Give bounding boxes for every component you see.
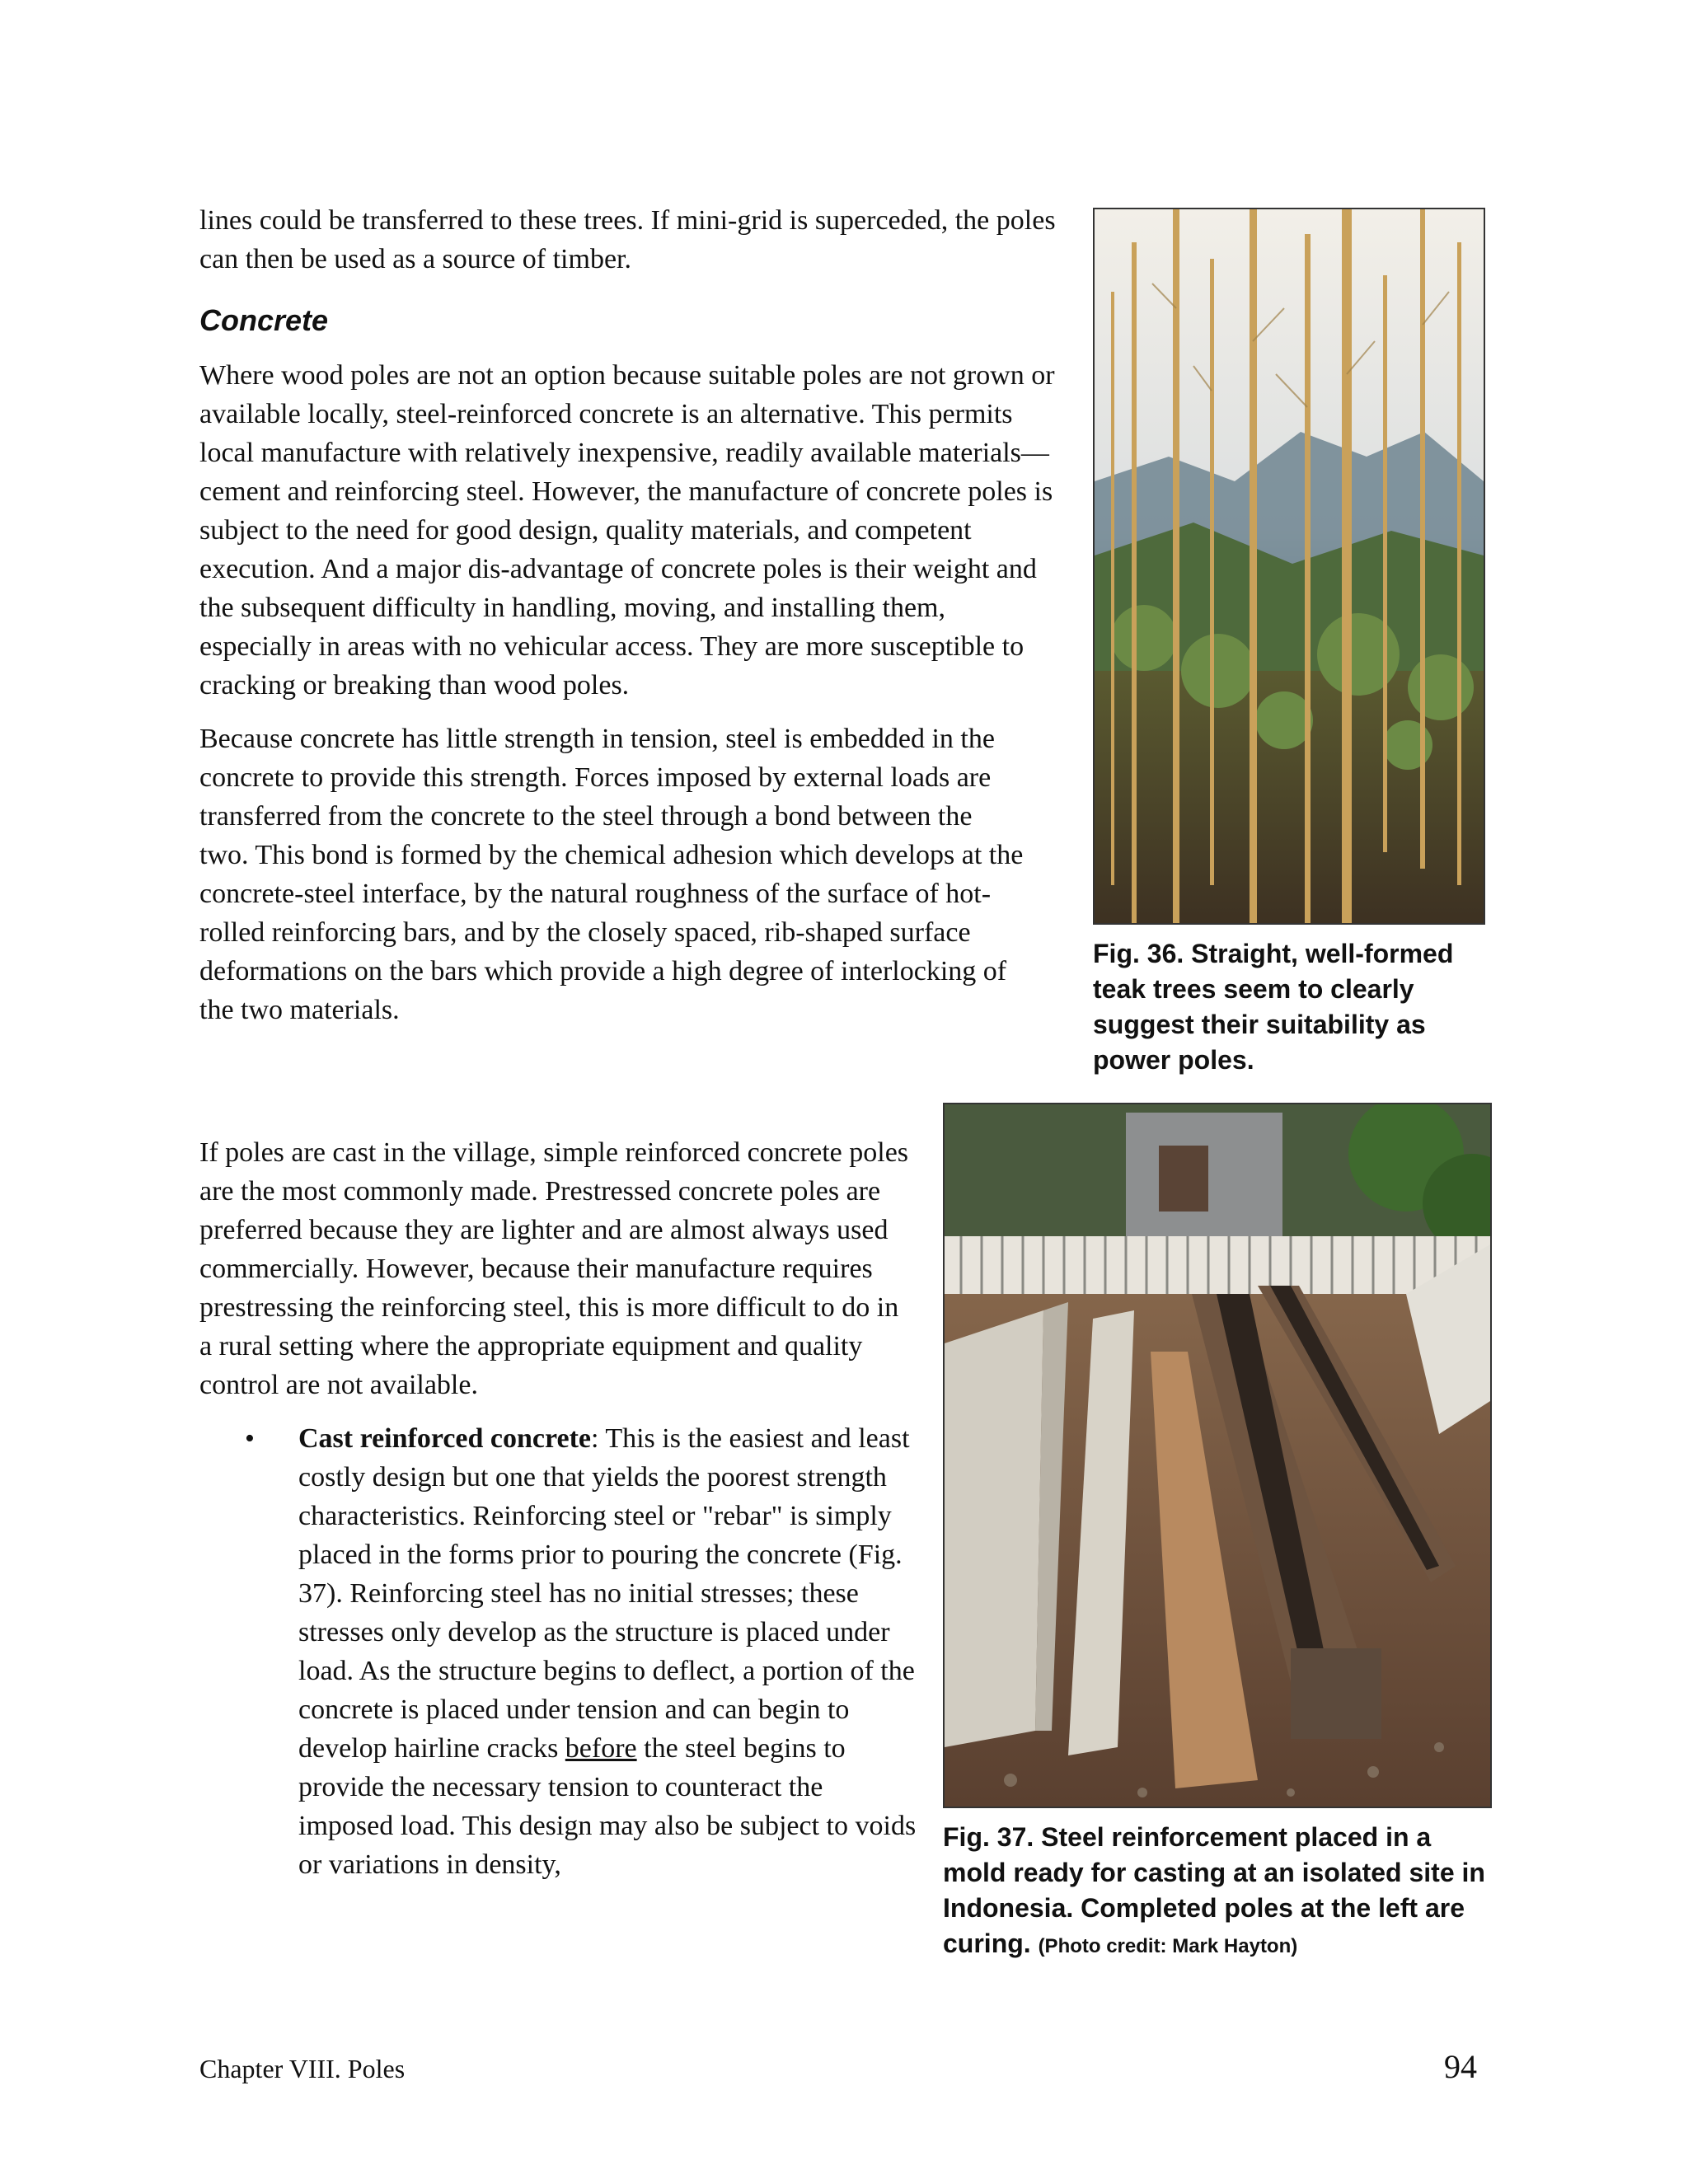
- bullet-term: Cast reinforced concrete: [298, 1423, 591, 1454]
- paragraph-tension-steel: Because concrete has little strength in tension, steel is embedded in the concrete to provide this strength. Forces imposed by external loads are transferred from the concrete to the steel through a bond between the two. This bond is formed by the chemical adhesion which develops at the concrete-steel interface, by the natural roughness of the surface of hot-rolled reinforcing bars, and by the closely spaced, rib-shaped surface deformations on the bars which provide a high degree of interlocking of the two materials.: [199, 724, 1024, 1025]
- paragraph-intro: lines could be transferred to these trees. If mini-grid is superceded, the poles can then be used as a source of timber.: [199, 205, 1056, 274]
- bottom-text-column: [199, 1133, 917, 1899]
- fig37-photo-credit: (Photo credit: Mark Hayton): [1038, 1935, 1298, 1957]
- bullet-cast-reinforced-concrete: [199, 1419, 917, 1884]
- concrete-molds-photo: [943, 1103, 1492, 1808]
- bullet-underlined-word: before: [565, 1733, 637, 1764]
- teak-trees-illustration: [1095, 209, 1484, 923]
- section-heading-concrete: Concrete: [199, 303, 329, 337]
- teak-trees-photo: [1093, 208, 1485, 925]
- paragraph-concrete-alternative: Where wood poles are not an option because suitable poles are not grown or available locally, steel-reinforced concrete is an alternative. This permits local manufacture with relatively inexpensive, readily available materials—cement and reinforcing steel. However, the manufacture of concrete poles is subject to the need for good design, quality materials, and competent execution. And a major dis-advantage of concrete poles is their weight and the subsequent difficulty in handling, moving, and installing them, especially in areas with no vehicular access. They are more susceptible to cracking or breaking than wood poles.: [199, 360, 1055, 701]
- bullet-text-b: the steel begins to provide the necessary tension to counteract the imposed load. This design may also be subject to voids or variations in density,: [298, 1733, 917, 1880]
- bullet-text-a: : This is the easiest and least costly design but one that yields the poorest strength characteristics. Reinforcing steel or "rebar" is simply placed in the forms prior to pouring the concrete (Fig. 37). Reinforcing steel has no initial stresses; these stresses only develop as the structure is placed under load. As the structure begins to deflect, a portion of the concrete is placed under tension and can begin to develop hairline cracks: [298, 1423, 915, 1764]
- page-number: 94: [1444, 2048, 1477, 2085]
- paragraph-village-casting: If poles are cast in the village, simple reinforced concrete poles are the most commonly made. Prestressed concrete poles are preferred because they are lighter and are almost always used commercially. However, because their manufacture requires prestressing the reinforcing steel, this is more difficult to do in a rural setting where the appropriate equipment and quality control are not available.: [199, 1137, 909, 1400]
- top-text-column: [199, 201, 1061, 1044]
- fig36-caption: Fig. 36. Straight, well-formed teak trees seem to clearly suggest their suitability as power poles.: [1093, 939, 1454, 1075]
- footer-chapter: Chapter VIII. Poles: [199, 2054, 406, 2083]
- concrete-molds-illustration: [945, 1104, 1490, 1807]
- bullet-symbol: •: [245, 1423, 255, 1454]
- bullet-list: [199, 1419, 917, 1884]
- fig37-caption-text: Fig. 37. Steel reinforcement placed in a mold ready for casting at an isolated site in Indonesia. Completed poles at the left are curing.: [943, 1822, 1485, 1958]
- fig37-caption: [943, 1820, 1495, 1964]
